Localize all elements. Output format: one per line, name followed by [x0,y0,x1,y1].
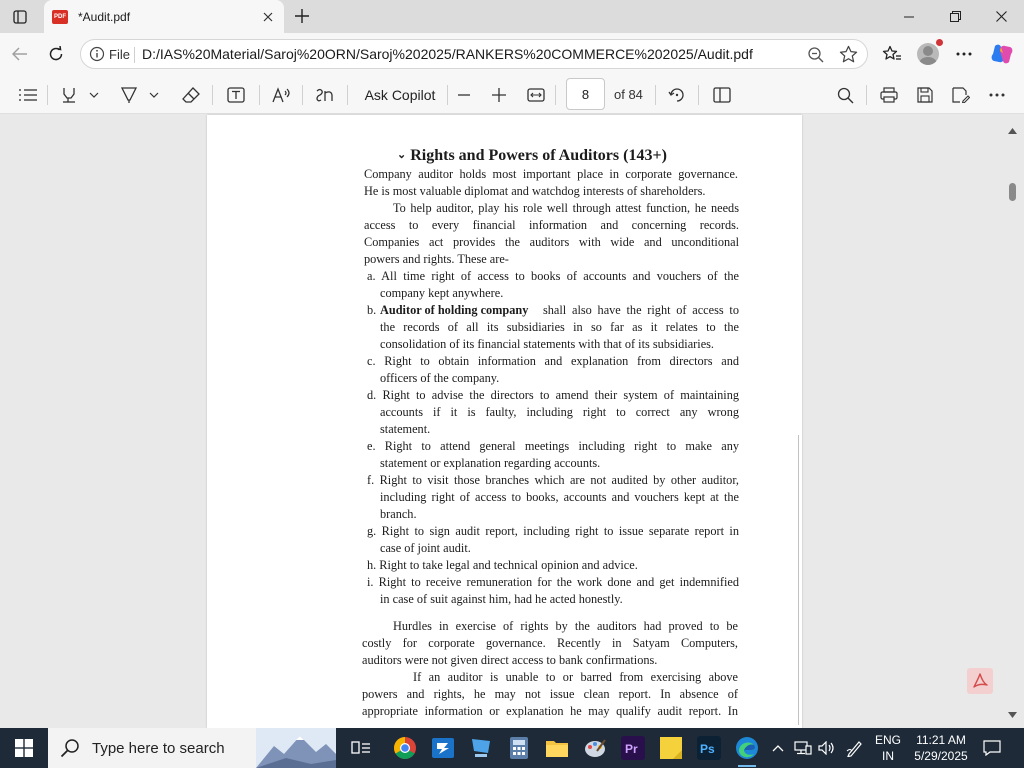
pdf-toolbar [0,75,1024,114]
address-bar-row [0,33,1024,75]
sticky-notes-icon[interactable] [656,733,686,763]
taskbar-search-box[interactable] [48,728,336,768]
list-item: shall also have the right of access to [543,303,739,317]
refresh-icon[interactable] [42,40,70,68]
info-icon [89,46,105,62]
contents-list-icon[interactable] [16,83,40,107]
fit-to-width-icon[interactable] [525,83,547,107]
list-item: i. Right to receive remuneration for the work done and get indemnified [367,575,739,589]
document-app-icon[interactable] [428,733,458,763]
input-language-indicator[interactable] [870,728,906,768]
list-item: f. Right to visit those branches which are not audited by other auditor, [367,473,739,487]
pdf-icon: PDF [52,10,68,24]
toolbar-divider [47,85,48,105]
volume-icon[interactable] [816,728,838,768]
more-options-icon[interactable] [950,40,978,68]
scrollbar-thumb[interactable] [1009,183,1016,201]
doc-line: He is most valuable diplomat and watchdog interests of shareholders. [364,184,706,198]
doc-line: appropriate information or explanation he may qualify audit report. In [362,704,738,718]
doc-line: powers and rights, he may not issue clean report. In absence of [362,687,738,701]
list-item: c. Right to obtain information and explanation from directors and [367,354,739,368]
page-number-input[interactable]: 8 [566,78,605,110]
address-bar[interactable] [80,39,868,69]
acrobat-icon[interactable] [967,668,993,694]
list-item: the records of all its subsidiaries in so far as it relates to the [380,320,739,334]
clock[interactable] [908,728,974,768]
zoom-in-plus-icon[interactable] [489,83,509,107]
pen-input-icon[interactable] [842,728,868,768]
print-icon[interactable] [878,83,900,107]
list-item: a. All time right of access to books of accounts and vouchers of the [367,269,739,283]
calculator-icon[interactable] [504,733,534,763]
svg-text:Ps: Ps [700,742,715,756]
list-item-bold: Auditor of holding company [380,303,529,317]
clock-time: 11:21 AM [916,733,966,747]
eraser-icon[interactable] [180,83,202,107]
highlight-icon[interactable] [58,83,80,107]
file-explorer-icon[interactable] [542,733,572,763]
edge-browser-icon[interactable] [732,733,762,763]
scroll-up-arrow-icon[interactable] [1008,121,1017,139]
windows-taskbar [0,728,1024,768]
doc-line: Company auditor holds most important place in corporate governance. [364,167,738,181]
vertical-scrollbar[interactable] [1004,115,1020,722]
save-as-icon[interactable] [950,83,972,107]
list-item: h. Right to take legal and technical opinion and advice. [367,558,638,572]
notifications-icon[interactable] [978,728,1006,768]
language-region: IN [881,749,894,763]
doc-line: If an auditor is unable to or barred from exercising above [413,670,738,684]
chevron-down-icon: ⌄ [397,149,407,161]
list-item: d. Right to advise the directors to amend their system of maintaining [367,388,739,402]
notification-dot [936,39,943,46]
tab-strip [0,0,1024,33]
toolbar-divider [555,85,556,105]
list-item-marker: b. [367,303,377,317]
premiere-pro-icon[interactable] [618,733,648,763]
toolbar-divider [302,85,303,105]
site-info-button[interactable] [89,46,130,62]
rotate-icon[interactable] [666,83,688,107]
zoom-out-minus-icon[interactable] [454,83,474,107]
list-item: in case of suit against him, had he acted honestly. [380,592,623,606]
scan-artifact [798,435,799,725]
doc-line: costly for corporate governance. Recently in Satyam Computers, [362,636,738,650]
list-item: consolidation of its financial statements with that of its subsidiaries. [380,337,715,351]
scroll-down-arrow-icon[interactable] [1008,705,1017,723]
draw-icon[interactable] [118,83,140,107]
section-title-text: Rights and Powers of Auditors (143+) [410,147,667,164]
list-item: statement. [380,422,431,436]
network-icon[interactable] [792,728,814,768]
add-text-icon[interactable] [225,83,247,107]
pdf-viewer[interactable] [0,115,1024,728]
svg-text:Pr: Pr [625,742,638,756]
close-tab-icon[interactable] [256,5,280,29]
photoshop-icon[interactable] [694,733,724,763]
toolbar-divider [259,85,260,105]
section-title [397,147,667,165]
zoom-out-icon[interactable] [807,46,825,69]
new-tab-icon[interactable] [290,4,314,28]
doc-line: Hurdles in exercise of rights by the auditors had proved to be [393,619,738,633]
browser-tab[interactable] [44,0,284,33]
clock-date: 5/29/2025 [914,749,968,763]
pdf-more-options-icon[interactable] [986,83,1008,107]
ask-copilot-label: Ask Copilot [364,87,436,103]
pdf-page [207,115,802,728]
doc-line: access to every financial information and concerning records. [364,218,739,232]
list-item: company kept anywhere. [380,286,504,300]
toolbar-divider [447,85,448,105]
task-view-icon[interactable] [346,733,376,763]
list-item: including right of access to books, accounts and vouchers kept at the [380,490,739,504]
paint-app-icon[interactable] [580,733,610,763]
doc-line: auditors were not given direct access to bank confirmations. [362,653,658,667]
toolbar-divider [866,85,867,105]
find-search-icon[interactable] [834,83,856,107]
favorite-star-icon[interactable] [839,45,858,69]
list-item: e. Right to attend general meetings including right to make any [367,439,739,453]
toolbar-divider [347,85,348,105]
save-icon[interactable] [914,83,936,107]
minimize-icon[interactable] [886,0,932,33]
profile-avatar[interactable] [914,40,942,68]
doc-line: Companies act provides the auditors with wide and unconditional [364,235,739,249]
doc-line: powers and rights. These are- [364,252,509,266]
toolbar-divider [655,85,656,105]
back-arrow-icon[interactable] [6,40,34,68]
ask-copilot-button[interactable] [358,83,442,107]
page-count: of 84 [614,87,643,102]
favorites-icon[interactable] [878,40,906,68]
scheme-label: File [109,46,130,62]
tab-title: *Audit.pdf [78,9,131,24]
list-item: officers of the company. [380,371,500,385]
copilot-icon[interactable] [988,40,1016,68]
close-window-icon[interactable] [978,0,1024,33]
avatar-icon [917,43,939,65]
omnibox-divider [134,47,135,63]
toolbar-divider [212,85,213,105]
restore-icon[interactable] [932,0,978,33]
doc-line: To help auditor, play his role well through attest function, he needs [393,201,739,215]
list-item: accounts if it is faulty, including right to correct any wrong [380,405,739,419]
translate-icon[interactable] [313,83,337,107]
draw-chevron-down-icon[interactable] [146,83,162,107]
url-text[interactable]: D:/IAS%20Material/Saroj%20ORN/Saroj%202025/RANKERS%20COMMERCE%202025/Audit.pdf [142,46,753,62]
read-aloud-icon[interactable] [271,83,293,107]
chrome-icon[interactable] [390,733,420,763]
list-item: case of joint audit. [380,541,471,555]
search-icon [60,738,80,758]
windows-start-icon[interactable] [0,728,48,768]
list-item: statement or explanation regarding accounts. [380,456,601,470]
search-placeholder: Type here to search [92,739,225,757]
computer-app-icon[interactable] [466,733,496,763]
show-hidden-icons-chevron-up-icon[interactable] [768,728,788,768]
toolbar-divider [698,85,699,105]
tab-actions-icon[interactable] [8,6,32,28]
highlight-chevron-down-icon[interactable] [86,83,102,107]
list-item: g. Right to sign audit report, including right to issue separate report in [367,524,739,538]
list-item: branch. [380,507,417,521]
search-highlight-mountain-icon [256,728,336,768]
page-view-icon[interactable] [711,83,733,107]
language-code: ENG [874,733,901,747]
